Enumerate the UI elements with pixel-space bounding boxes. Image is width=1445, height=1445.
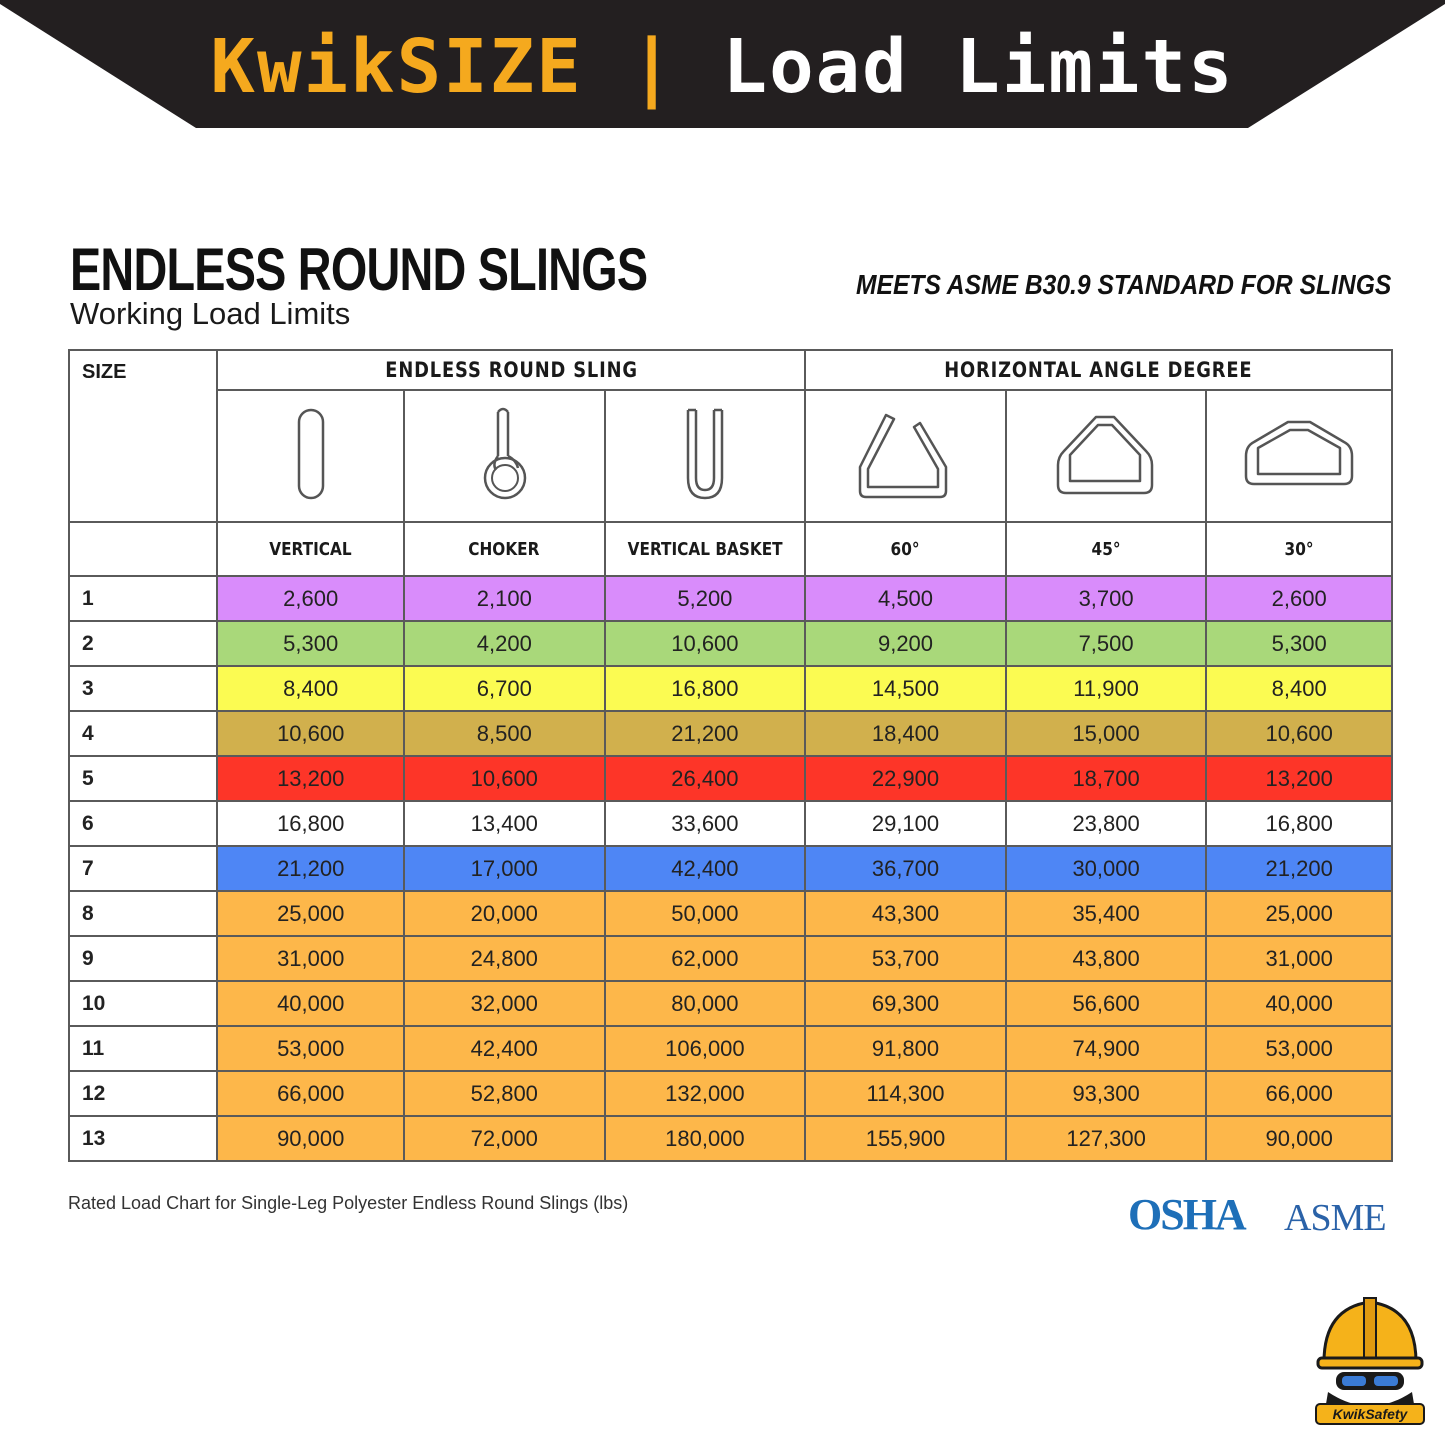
choker-load-cell: 72,000 — [404, 1116, 605, 1161]
choker-load-cell: 52,800 — [404, 1071, 605, 1116]
choker-load-cell: 10,600 — [404, 756, 605, 801]
angle-60-icon-cell — [805, 390, 1006, 522]
vertical-load-cell: 10,600 — [217, 711, 404, 756]
vertical-load-cell: 5,300 — [217, 621, 404, 666]
angle-group-label: HORIZONTAL ANGLE DEGREE — [944, 358, 1253, 382]
vertical-load-cell: 16,800 — [217, 801, 404, 846]
angle-30-load-cell: 53,000 — [1206, 1026, 1392, 1071]
angle-30-load-cell: 10,600 — [1206, 711, 1392, 756]
size-cell: 12 — [69, 1071, 217, 1116]
col-vertical-basket — [605, 522, 806, 576]
table-row — [69, 936, 1392, 981]
load-limit-table — [68, 349, 1393, 1162]
angle-30-load-cell: 8,400 — [1206, 666, 1392, 711]
vertical-load-cell: 21,200 — [217, 846, 404, 891]
size-cell: 7 — [69, 846, 217, 891]
col-30 — [1206, 522, 1392, 576]
vertical-basket-load-cell: 62,000 — [605, 936, 806, 981]
vertical-basket-load-cell: 42,400 — [605, 846, 806, 891]
angle-30-icon-cell — [1206, 390, 1392, 522]
table-row — [69, 1071, 1392, 1116]
table-row — [69, 981, 1392, 1026]
kwiksafety-logo-text: KwikSafety — [1332, 1406, 1408, 1422]
angle-30-load-cell: 90,000 — [1206, 1116, 1392, 1161]
col-choker-label: CHOKER — [468, 538, 540, 560]
vertical-basket-load-cell: 10,600 — [605, 621, 806, 666]
table-row — [69, 891, 1392, 936]
angle-45-load-cell: 35,400 — [1006, 891, 1207, 936]
vertical-basket-load-cell: 5,200 — [605, 576, 806, 621]
col-45-label: 45° — [1091, 538, 1121, 560]
sling-group-header — [217, 350, 805, 390]
page-subtitle: Working Load Limits — [70, 296, 351, 331]
vertical-basket-load-cell: 26,400 — [605, 756, 806, 801]
vertical-basket-load-cell: 33,600 — [605, 801, 806, 846]
size-cell: 13 — [69, 1116, 217, 1161]
vertical-load-cell: 2,600 — [217, 576, 404, 621]
angle-30-load-cell: 31,000 — [1206, 936, 1392, 981]
vertical-basket-load-cell: 180,000 — [605, 1116, 806, 1161]
angle-45-load-cell: 74,900 — [1006, 1026, 1207, 1071]
vertical-load-cell: 40,000 — [217, 981, 404, 1026]
vertical-basket-load-cell: 50,000 — [605, 891, 806, 936]
choker-hitch-icon — [474, 406, 534, 506]
basket-30-icon — [1244, 416, 1354, 496]
col-45 — [1006, 522, 1207, 576]
table-row — [69, 666, 1392, 711]
angle-30-load-cell: 21,200 — [1206, 846, 1392, 891]
angle-45-load-cell: 23,800 — [1006, 801, 1207, 846]
angle-60-load-cell: 53,700 — [805, 936, 1006, 981]
angle-60-load-cell: 9,200 — [805, 621, 1006, 666]
angle-45-load-cell: 3,700 — [1006, 576, 1207, 621]
size-cell: 9 — [69, 936, 217, 981]
angle-60-load-cell: 22,900 — [805, 756, 1006, 801]
vertical-load-cell: 13,200 — [217, 756, 404, 801]
angle-60-load-cell: 14,500 — [805, 666, 1006, 711]
osha-logo — [1128, 1190, 1245, 1240]
vertical-basket-load-cell: 80,000 — [605, 981, 806, 1026]
col-vertical-label: VERTICAL — [269, 538, 352, 560]
choker-load-cell: 13,400 — [404, 801, 605, 846]
angle-60-load-cell: 43,300 — [805, 891, 1006, 936]
table-row — [69, 1116, 1392, 1161]
angle-60-load-cell: 29,100 — [805, 801, 1006, 846]
table-row — [69, 576, 1392, 621]
size-cell: 1 — [69, 576, 217, 621]
col-30-label: 30° — [1284, 538, 1314, 560]
size-column-header: SIZE — [69, 350, 217, 522]
banner-subject: Load Limits — [722, 24, 1235, 110]
title-separator: | — [629, 24, 676, 110]
asme-logo: ASME — [1284, 1197, 1386, 1239]
table-row — [69, 801, 1392, 846]
angle-45-load-cell: 56,600 — [1006, 981, 1207, 1026]
angle-60-load-cell: 69,300 — [805, 981, 1006, 1026]
vertical-icon-cell — [217, 390, 404, 522]
vertical-load-cell: 31,000 — [217, 936, 404, 981]
angle-60-load-cell: 114,300 — [805, 1071, 1006, 1116]
vertical-basket-load-cell: 132,000 — [605, 1071, 806, 1116]
angle-group-header — [805, 350, 1392, 390]
angle-45-load-cell: 127,300 — [1006, 1116, 1207, 1161]
header-banner — [0, 0, 1445, 128]
angle-60-load-cell: 18,400 — [805, 711, 1006, 756]
choker-load-cell: 24,800 — [404, 936, 605, 981]
angle-60-load-cell: 36,700 — [805, 846, 1006, 891]
angle-30-load-cell: 40,000 — [1206, 981, 1392, 1026]
choker-load-cell: 20,000 — [404, 891, 605, 936]
basket-icon-cell — [605, 390, 806, 522]
col-vertical — [217, 522, 404, 576]
sling-group-label: ENDLESS ROUND SLING — [384, 358, 638, 382]
angle-30-load-cell: 25,000 — [1206, 891, 1392, 936]
angle-30-load-cell: 5,300 — [1206, 621, 1392, 666]
choker-load-cell: 42,400 — [404, 1026, 605, 1071]
load-table-container — [68, 349, 1393, 1162]
col-60 — [805, 522, 1006, 576]
choker-load-cell: 32,000 — [404, 981, 605, 1026]
size-cell: 10 — [69, 981, 217, 1026]
angle-45-load-cell: 30,000 — [1006, 846, 1207, 891]
size-label-blank — [69, 522, 217, 576]
basket-45-icon — [1056, 411, 1156, 501]
choker-icon-cell — [404, 390, 605, 522]
table-row — [69, 846, 1392, 891]
size-cell: 5 — [69, 756, 217, 801]
vertical-basket-load-cell: 21,200 — [605, 711, 806, 756]
vertical-load-cell: 25,000 — [217, 891, 404, 936]
choker-load-cell: 8,500 — [404, 711, 605, 756]
vertical-load-cell: 53,000 — [217, 1026, 404, 1071]
footnote: Rated Load Chart for Single-Leg Polyester Endless Round Slings (lbs) — [68, 1193, 629, 1213]
column-label-row — [69, 522, 1392, 576]
vertical-load-cell: 8,400 — [217, 666, 404, 711]
vertical-basket-icon — [680, 406, 730, 506]
choker-load-cell: 2,100 — [404, 576, 605, 621]
banner-title — [0, 22, 1445, 112]
size-cell: 11 — [69, 1026, 217, 1071]
vertical-basket-load-cell: 106,000 — [605, 1026, 806, 1071]
choker-load-cell: 17,000 — [404, 846, 605, 891]
osha-logo-text: OSHA — [1128, 1190, 1245, 1239]
angle-45-icon-cell — [1006, 390, 1207, 522]
kwiksafety-logo — [1310, 1292, 1430, 1428]
table-row — [69, 756, 1392, 801]
table-row — [69, 621, 1392, 666]
table-row — [69, 1026, 1392, 1071]
size-cell: 4 — [69, 711, 217, 756]
angle-45-load-cell: 15,000 — [1006, 711, 1207, 756]
size-cell: 8 — [69, 891, 217, 936]
vertical-basket-load-cell: 16,800 — [605, 666, 806, 711]
size-cell: 6 — [69, 801, 217, 846]
angle-45-load-cell: 93,300 — [1006, 1071, 1207, 1116]
angle-45-load-cell: 11,900 — [1006, 666, 1207, 711]
col-choker — [404, 522, 605, 576]
basket-60-icon — [856, 411, 956, 501]
page-title: ENDLESS ROUND SLINGS — [70, 236, 648, 303]
col-60-label: 60° — [891, 538, 920, 560]
choker-load-cell: 6,700 — [404, 666, 605, 711]
angle-60-load-cell: 91,800 — [805, 1026, 1006, 1071]
angle-30-load-cell: 66,000 — [1206, 1071, 1392, 1116]
brand-name: KwikSIZE — [210, 24, 583, 110]
angle-45-load-cell: 18,700 — [1006, 756, 1207, 801]
vertical-load-cell: 66,000 — [217, 1071, 404, 1116]
angle-45-load-cell: 43,800 — [1006, 936, 1207, 981]
size-cell: 2 — [69, 621, 217, 666]
angle-30-load-cell: 2,600 — [1206, 576, 1392, 621]
choker-load-cell: 4,200 — [404, 621, 605, 666]
size-cell: 3 — [69, 666, 217, 711]
angle-30-load-cell: 16,800 — [1206, 801, 1392, 846]
angle-60-load-cell: 155,900 — [805, 1116, 1006, 1161]
vertical-hitch-icon — [291, 406, 331, 506]
standard-notice: MEETS ASME B30.9 STANDARD FOR SLINGS — [855, 269, 1391, 300]
table-row — [69, 711, 1392, 756]
angle-30-load-cell: 13,200 — [1206, 756, 1392, 801]
angle-60-load-cell: 4,500 — [805, 576, 1006, 621]
angle-45-load-cell: 7,500 — [1006, 621, 1207, 666]
col-vertical-basket-label: VERTICAL BASKET — [627, 538, 783, 560]
vertical-load-cell: 90,000 — [217, 1116, 404, 1161]
